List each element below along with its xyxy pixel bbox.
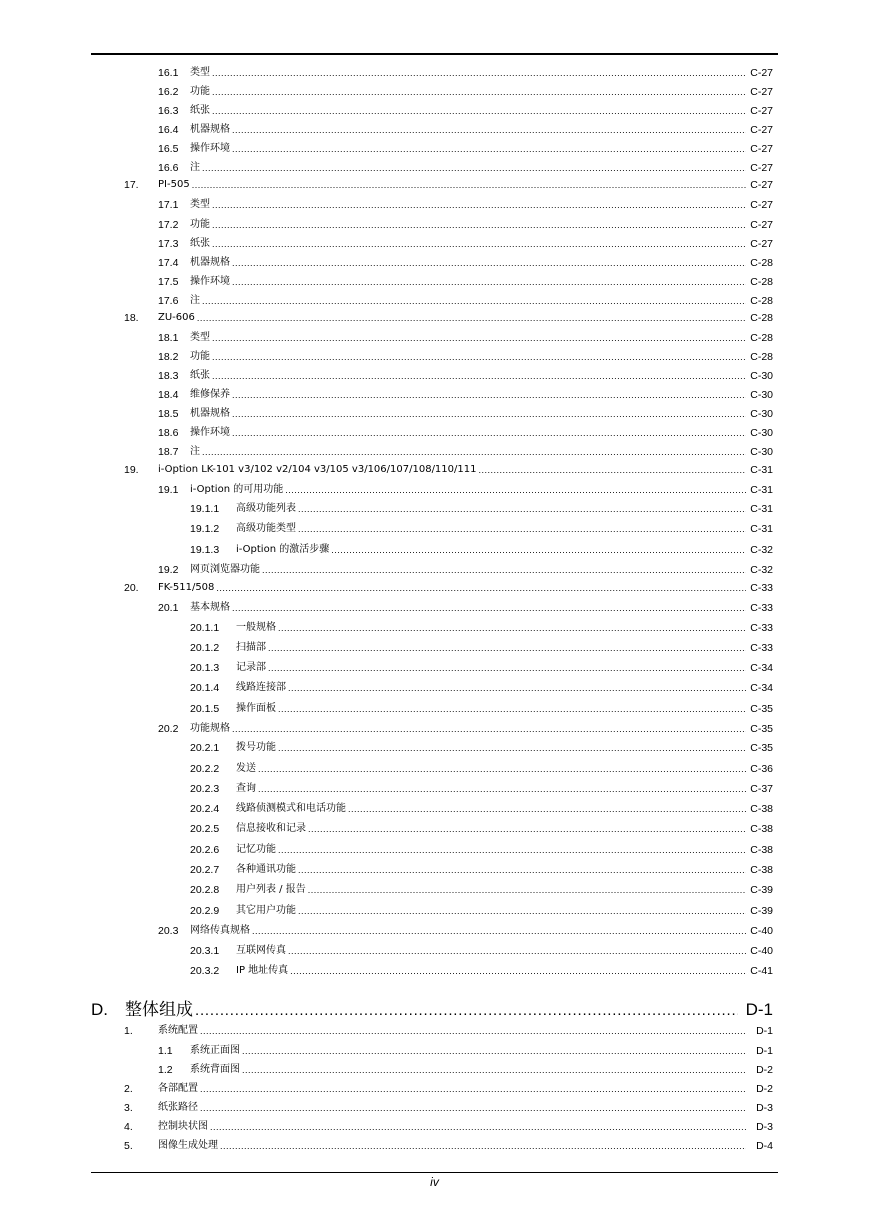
toc-entry-title: i-Option LK-101 v3/102 v2/104 v3/105 v3/106/107/108/110/111 [158, 464, 477, 475]
toc-entry-title: 操作面板 [236, 703, 276, 714]
toc-entry[interactable] [0, 701, 869, 717]
toc-leader-dots [232, 425, 746, 441]
toc-entry-number: 17.5 [158, 276, 179, 288]
toc-entry[interactable] [0, 1081, 869, 1097]
toc-entry-number: 17.2 [158, 219, 179, 231]
toc-entry-number: 4. [124, 1121, 133, 1133]
toc-entry-title: 网页浏览器功能 [190, 564, 260, 575]
toc-entry[interactable] [0, 482, 869, 498]
toc-entry[interactable] [0, 65, 869, 81]
toc-entry-page: C-27 [750, 67, 773, 79]
toc-entry-number: 16.6 [158, 162, 179, 174]
toc-leader-dots [242, 1043, 746, 1059]
toc-entry-page: C-27 [750, 105, 773, 117]
toc-entry-page: C-38 [750, 864, 773, 876]
toc-entry-title: PI-505 [158, 179, 190, 190]
toc-leader-dots [212, 330, 746, 346]
toc-entry-number: 18. [124, 312, 139, 324]
toc-entry-title: 纸张 [190, 238, 210, 249]
toc-entry-number: 17.3 [158, 238, 179, 250]
toc-entry-page: C-33 [750, 642, 773, 654]
toc-entry-page: C-30 [750, 389, 773, 401]
toc-leader-dots [308, 882, 746, 898]
toc-entry-number: 20.2.9 [190, 905, 220, 917]
toc-entry-page: C-33 [750, 602, 773, 614]
toc-entry-title: IP 地址传真 [236, 965, 289, 976]
toc-entry-page: C-31 [750, 484, 773, 496]
toc-leader-dots [232, 600, 746, 616]
toc-leader-dots [202, 160, 746, 176]
toc-entry-title: 基本规格 [190, 602, 230, 613]
toc-leader-dots [232, 141, 746, 157]
toc-entry-number: 20.3 [158, 925, 179, 937]
toc-entry-number: 20.1.4 [190, 682, 220, 694]
toc-entry[interactable] [0, 882, 869, 898]
toc-entry-number: 19.1 [158, 484, 179, 496]
toc-entry[interactable] [0, 236, 869, 252]
toc-entry-page: C-28 [750, 312, 773, 324]
toc-leader-dots [210, 1119, 746, 1135]
toc-entry[interactable] [0, 274, 869, 290]
toc-entry[interactable] [0, 740, 869, 756]
toc-leader-dots [242, 1062, 746, 1078]
toc-entry[interactable] [0, 217, 869, 233]
toc-leader-dots [288, 680, 746, 696]
toc-entry[interactable] [0, 943, 869, 959]
toc-entry[interactable] [0, 660, 869, 676]
toc-leader-dots [212, 84, 746, 100]
toc-leader-dots [268, 660, 746, 676]
toc-entry[interactable] [0, 721, 869, 737]
toc-entry-page: C-31 [750, 523, 773, 535]
toc-leader-dots [298, 501, 746, 517]
toc-entry-number: 19. [124, 464, 139, 476]
toc-entry-title: 纸张路径 [158, 1102, 198, 1113]
toc-entry-title: 机器规格 [190, 408, 230, 419]
toc-leader-dots [232, 122, 746, 138]
toc-entry-title: 注 [190, 162, 200, 173]
toc-entry[interactable] [0, 84, 869, 100]
toc-entry[interactable] [0, 963, 869, 979]
toc-entry[interactable] [0, 425, 869, 441]
toc-entry-number: 1.1 [158, 1045, 173, 1057]
toc-entry[interactable] [0, 640, 869, 656]
toc-entry-title: 纸张 [190, 105, 210, 116]
toc-leader-dots [200, 1023, 746, 1039]
toc-entry[interactable] [0, 330, 869, 346]
toc-leader-dots [285, 482, 746, 498]
toc-entry[interactable] [0, 368, 869, 384]
toc-entry-page: C-30 [750, 427, 773, 439]
toc-entry-number: 20.3.1 [190, 945, 220, 957]
toc-section-heading[interactable] [0, 996, 869, 1024]
toc-entry-page: C-27 [750, 162, 773, 174]
toc-entry-page: C-40 [750, 925, 773, 937]
toc-entry-number: 19.2 [158, 564, 179, 576]
toc-entry-page: C-27 [750, 219, 773, 231]
toc-entry[interactable] [0, 349, 869, 365]
toc-leader-dots [202, 444, 746, 460]
toc-entry-page: D-3 [756, 1121, 773, 1133]
toc-leader-dots [288, 943, 746, 959]
toc-leader-dots [278, 701, 746, 717]
toc-entry-number: 17.1 [158, 199, 179, 211]
toc-entry[interactable] [0, 580, 869, 596]
toc-entry-number: D. [91, 1000, 108, 1019]
toc-entry-page: C-35 [750, 742, 773, 754]
toc-leader-dots [195, 996, 738, 1024]
toc-entry-page: C-38 [750, 823, 773, 835]
toc-leader-dots [258, 781, 746, 797]
toc-entry-title: 纸张 [190, 370, 210, 381]
toc-entry-page: C-35 [750, 723, 773, 735]
toc-entry-title: 注 [190, 446, 200, 457]
toc-entry-title: 操作环境 [190, 276, 230, 287]
toc-entry-number: 3. [124, 1102, 133, 1114]
toc-entry-number: 16.2 [158, 86, 179, 98]
toc-entry-number: 20.1.5 [190, 703, 220, 715]
toc-entry-number: 18.4 [158, 389, 179, 401]
toc-entry[interactable] [0, 444, 869, 460]
toc-entry-page: C-27 [750, 179, 773, 191]
toc-entry-number: 20.3.2 [190, 965, 220, 977]
toc-entry-title: 互联网传真 [236, 945, 286, 956]
toc-entry-title: 扫描部 [236, 642, 266, 653]
toc-entry-title: i-Option 的可用功能 [190, 484, 284, 495]
toc-entry-page: D-1 [745, 1000, 773, 1019]
toc-entry-page: C-41 [750, 965, 773, 977]
toc-entry-page: D-4 [756, 1140, 773, 1152]
toc-leader-dots [298, 521, 746, 537]
toc-entry-title: 一般规格 [236, 622, 276, 633]
toc-entry-page: C-33 [750, 582, 773, 594]
toc-leader-dots [212, 217, 746, 233]
page-number: iv [430, 1175, 439, 1189]
toc-leader-dots [290, 963, 746, 979]
toc-leader-dots [298, 862, 746, 878]
toc-entry-page: C-34 [750, 662, 773, 674]
toc-entry-number: 17.4 [158, 257, 179, 269]
toc-entry-title: 发送 [236, 763, 256, 774]
toc-entry-title: 机器规格 [190, 257, 230, 268]
toc-entry-page: D-1 [756, 1025, 773, 1037]
toc-entry[interactable] [0, 160, 869, 176]
toc-entry[interactable] [0, 600, 869, 616]
toc-entry-title: 线路侦测模式和电话功能 [236, 803, 346, 814]
toc-entry[interactable] [0, 501, 869, 517]
toc-entry-page: C-32 [750, 544, 773, 556]
toc-entry-title: 功能 [190, 351, 210, 362]
toc-entry-number: 20.2.3 [190, 783, 220, 795]
toc-entry-number: 20.1.3 [190, 662, 220, 674]
toc-entry-title: 图像生成处理 [158, 1140, 218, 1151]
toc-entry-title: 系统背面图 [190, 1064, 240, 1075]
toc-entry-title: 类型 [190, 67, 210, 78]
toc-entry-page: C-27 [750, 199, 773, 211]
toc-entry[interactable] [0, 821, 869, 837]
toc-leader-dots [192, 177, 746, 193]
toc-entry-number: 20.2.4 [190, 803, 220, 815]
toc-entry[interactable] [0, 1023, 869, 1039]
toc-entry-page: C-28 [750, 351, 773, 363]
toc-entry[interactable] [0, 462, 869, 478]
toc-entry-number: 20.2.8 [190, 884, 220, 896]
toc-entry[interactable] [0, 761, 869, 777]
toc-entry-title: 各部配置 [158, 1083, 198, 1094]
toc-leader-dots [258, 761, 746, 777]
toc-entry-number: 20.2 [158, 723, 179, 735]
toc-leader-dots [331, 542, 746, 558]
toc-entry-number: 1. [124, 1025, 133, 1037]
toc-entry[interactable] [0, 862, 869, 878]
toc-entry-number: 20.2.7 [190, 864, 220, 876]
toc-entry-number: 19.1.2 [190, 523, 220, 535]
toc-entry-page: C-30 [750, 370, 773, 382]
toc-entry[interactable] [0, 141, 869, 157]
toc-entry[interactable] [0, 1043, 869, 1059]
toc-leader-dots [200, 1100, 746, 1116]
toc-leader-dots [216, 580, 746, 596]
toc-leader-dots [298, 903, 746, 919]
toc-entry-page: C-28 [750, 276, 773, 288]
toc-entry-title: 网络传真规格 [190, 925, 250, 936]
toc-entry-title: ZU-606 [158, 312, 195, 323]
toc-entry-title: FK-511/508 [158, 582, 215, 593]
toc-entry[interactable] [0, 103, 869, 119]
toc-leader-dots [212, 349, 746, 365]
toc-entry-number: 16.5 [158, 143, 179, 155]
toc-entry-page: C-27 [750, 143, 773, 155]
toc-entry-page: C-40 [750, 945, 773, 957]
toc-leader-dots [212, 236, 746, 252]
toc-leader-dots [478, 462, 746, 478]
toc-entry[interactable] [0, 842, 869, 858]
toc-leader-dots [252, 923, 746, 939]
toc-entry-title: 功能 [190, 219, 210, 230]
toc-entry-title: 系统正面图 [190, 1045, 240, 1056]
toc-entry-number: 18.5 [158, 408, 179, 420]
toc-entry-number: 16.3 [158, 105, 179, 117]
toc-entry[interactable] [0, 293, 869, 309]
toc-leader-dots [200, 1081, 746, 1097]
toc-entry[interactable] [0, 781, 869, 797]
toc-entry-number: 18.7 [158, 446, 179, 458]
toc-entry-title: 注 [190, 295, 200, 306]
toc-entry-page: C-35 [750, 703, 773, 715]
toc-entry-page: C-27 [750, 124, 773, 136]
toc-entry[interactable] [0, 620, 869, 636]
toc-entry[interactable] [0, 122, 869, 138]
toc-entry-page: C-31 [750, 503, 773, 515]
toc-entry[interactable] [0, 1119, 869, 1135]
toc-entry[interactable] [0, 801, 869, 817]
toc-leader-dots [348, 801, 746, 817]
toc-entry-number: 5. [124, 1140, 133, 1152]
toc-entry-number: 18.6 [158, 427, 179, 439]
toc-entry-number: 16.4 [158, 124, 179, 136]
toc-entry-title: 类型 [190, 332, 210, 343]
toc-entry-number: 20.2.5 [190, 823, 220, 835]
toc-entry-page: D-3 [756, 1102, 773, 1114]
toc-leader-dots [232, 406, 746, 422]
toc-entry-number: 17.6 [158, 295, 179, 307]
toc-leader-dots [202, 293, 746, 309]
toc-leader-dots [197, 310, 746, 326]
toc-leader-dots [262, 562, 746, 578]
toc-entry[interactable] [0, 923, 869, 939]
toc-entry-page: C-32 [750, 564, 773, 576]
toc-entry-page: C-31 [750, 464, 773, 476]
toc-entry[interactable] [0, 387, 869, 403]
toc-leader-dots [308, 821, 746, 837]
toc-leader-dots [212, 197, 746, 213]
toc-entry[interactable] [0, 255, 869, 271]
toc-entry[interactable] [0, 177, 869, 193]
toc-entry-page: C-37 [750, 783, 773, 795]
toc-entry-title: 记录部 [236, 662, 266, 673]
toc-entry-number: 1.2 [158, 1064, 173, 1076]
toc-entry-title: 类型 [190, 199, 210, 210]
toc-entry-title: 其它用户功能 [236, 905, 296, 916]
toc-entry-number: 20.1 [158, 602, 179, 614]
toc-entry-page: C-30 [750, 446, 773, 458]
toc-entry-number: 20.2.2 [190, 763, 220, 775]
toc-entry[interactable] [0, 903, 869, 919]
toc-entry[interactable] [0, 1062, 869, 1078]
toc-leader-dots [278, 740, 746, 756]
toc-entry-title: 整体组成 [125, 1000, 193, 1020]
toc-entry[interactable] [0, 562, 869, 578]
toc-entry-title: 各种通讯功能 [236, 864, 296, 875]
toc-entry-page: C-39 [750, 884, 773, 896]
toc-entry[interactable] [0, 1100, 869, 1116]
toc-entry[interactable] [0, 680, 869, 696]
toc-entry-page: C-28 [750, 295, 773, 307]
toc-leader-dots [232, 274, 746, 290]
toc-entry-title: i-Option 的激活步骤 [236, 544, 330, 555]
toc-entry-page: C-38 [750, 844, 773, 856]
toc-entry[interactable] [0, 197, 869, 213]
toc-entry-title: 控制块状图 [158, 1121, 208, 1132]
toc-entry-number: 20.2.6 [190, 844, 220, 856]
toc-leader-dots [232, 255, 746, 271]
toc-leader-dots [220, 1138, 746, 1154]
toc-entry-number: 17. [124, 179, 139, 191]
toc-entry-title: 维修保养 [190, 389, 230, 400]
toc-entry-number: 18.1 [158, 332, 179, 344]
toc-entry-title: 信息接收和记录 [236, 823, 306, 834]
toc-entry-page: C-36 [750, 763, 773, 775]
toc-leader-dots [212, 65, 746, 81]
toc-leader-dots [278, 842, 746, 858]
toc-entry-title: 高级功能类型 [236, 523, 296, 534]
toc-entry-title: 查询 [236, 783, 256, 794]
toc-entry-page: C-30 [750, 408, 773, 420]
toc-entry-page: C-38 [750, 803, 773, 815]
toc-entry-page: C-28 [750, 332, 773, 344]
toc-entry-page: C-33 [750, 622, 773, 634]
toc-entry-title: 系统配置 [158, 1025, 198, 1036]
toc-entry-page: C-28 [750, 257, 773, 269]
toc-entry-page: D-2 [756, 1064, 773, 1076]
toc-leader-dots [278, 620, 746, 636]
toc-entry-title: 拨号功能 [236, 742, 276, 753]
footer-rule [91, 1172, 778, 1173]
toc-entry[interactable] [0, 406, 869, 422]
toc-entry[interactable] [0, 310, 869, 326]
toc-entry-number: 20.2.1 [190, 742, 220, 754]
toc-entry-title: 功能规格 [190, 723, 230, 734]
toc-leader-dots [212, 368, 746, 384]
toc-leader-dots [232, 721, 746, 737]
toc-entry-number: 2. [124, 1083, 133, 1095]
toc-entry[interactable] [0, 521, 869, 537]
toc-entry[interactable] [0, 542, 869, 558]
toc-entry-page: C-34 [750, 682, 773, 694]
toc-leader-dots [268, 640, 746, 656]
toc-entry-number: 20.1.2 [190, 642, 220, 654]
toc-entry-title: 记忆功能 [236, 844, 276, 855]
toc-entry-title: 功能 [190, 86, 210, 97]
toc-entry-number: 20.1.1 [190, 622, 220, 634]
toc-entry-number: 20. [124, 582, 139, 594]
toc-entry-number: 16.1 [158, 67, 179, 79]
toc-entry-number: 19.1.3 [190, 544, 220, 556]
toc-entry-page: D-1 [756, 1045, 773, 1057]
toc-entry-title: 线路连接部 [236, 682, 286, 693]
toc-entry-title: 用户列表 / 报告 [236, 884, 306, 895]
toc-leader-dots [232, 387, 746, 403]
toc-entry-title: 机器规格 [190, 124, 230, 135]
toc-entry-title: 高级功能列表 [236, 503, 296, 514]
toc-entry-title: 操作环境 [190, 427, 230, 438]
toc-leader-dots [212, 103, 746, 119]
toc-entry-page: D-2 [756, 1083, 773, 1095]
toc-entry-title: 操作环境 [190, 143, 230, 154]
toc-entry[interactable] [0, 1138, 869, 1154]
toc-entry-page: C-39 [750, 905, 773, 917]
toc-entry-number: 18.3 [158, 370, 179, 382]
toc-entry-page: C-27 [750, 238, 773, 250]
toc-entry-number: 18.2 [158, 351, 179, 363]
toc-entry-number: 19.1.1 [190, 503, 220, 515]
toc-entry-page: C-27 [750, 86, 773, 98]
